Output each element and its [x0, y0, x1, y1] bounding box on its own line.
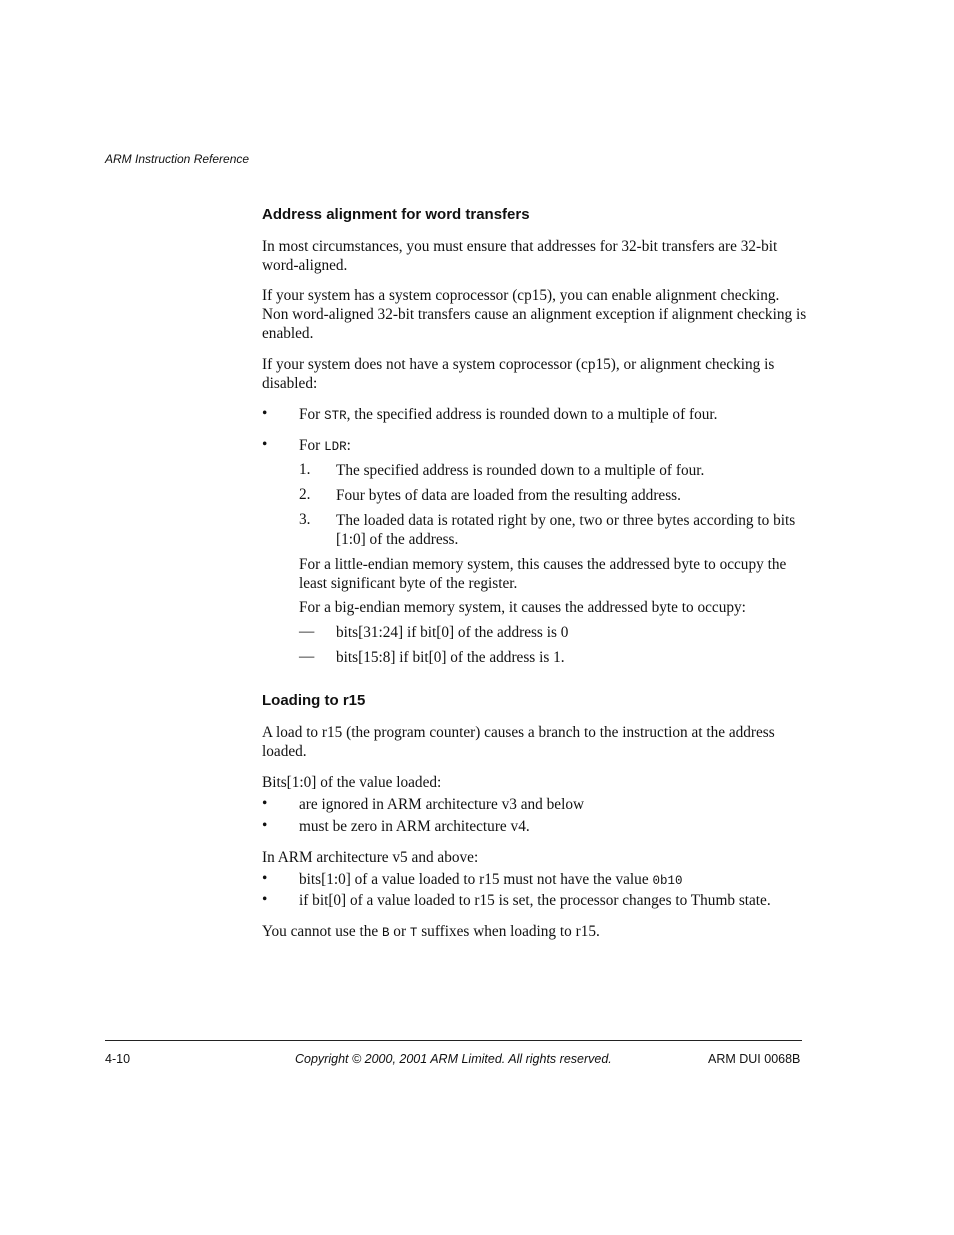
bullet-marker: •	[262, 891, 268, 908]
code-b: B	[381, 926, 390, 940]
bullet-item-str: For STR, the specified address is rounded down to a multiple of four.	[299, 406, 718, 423]
step-number: 3.	[299, 511, 311, 528]
step-text: The specified address is rounded down to a multiple of four.	[336, 462, 705, 479]
paragraph-big-endian: For a big-endian memory system, it causes the addressed byte to occupy:	[299, 599, 746, 616]
list-item: if bit[0] of a value loaded to r15 is set, the processor changes to Thumb state.	[299, 892, 771, 909]
list-item: must be zero in ARM architecture v4.	[299, 818, 530, 835]
list-item: are ignored in ARM architecture v3 and below	[299, 796, 585, 813]
section-heading-alignment: Address alignment for word transfers	[262, 206, 530, 223]
list-item: bits[1:0] of a value loaded to r15 must not have the value 0b10	[299, 871, 683, 888]
dash-marker: —	[299, 623, 315, 640]
code-t: T	[409, 926, 418, 940]
code-ldr: LDR	[324, 440, 347, 454]
paragraph: A load to r15 (the program counter) causes a branch to the instruction at the address loaded.	[262, 724, 775, 760]
bullet-marker: •	[262, 795, 268, 812]
paragraph: If your system has a system coprocessor (cp15), you can enable alignment checking. Non word-aligned 32-bit transfers cause an alignment exception if alignment checking is enabled.	[262, 287, 807, 342]
bullet-marker: •	[262, 405, 268, 422]
bullet-marker: •	[262, 817, 268, 834]
step-text: Four bytes of data are loaded from the resulting address.	[336, 487, 681, 504]
running-header: ARM Instruction Reference	[105, 152, 250, 166]
bullet-marker: •	[262, 436, 268, 453]
section-heading-r15: Loading to r15	[262, 692, 366, 709]
paragraph: If your system does not have a system coprocessor (cp15), or alignment checking is disabled:	[262, 356, 775, 392]
copyright-notice: Copyright © 2000, 2001 ARM Limited. All rights reserved.	[295, 1052, 612, 1066]
step-number: 1.	[299, 461, 311, 478]
paragraph: In most circumstances, you must ensure that addresses for 32-bit transfers are 32-bit word-aligned.	[262, 238, 778, 274]
dash-marker: —	[299, 648, 315, 665]
bullet-item-ldr: For LDR:	[299, 437, 351, 454]
step-number: 2.	[299, 486, 311, 503]
code-str: STR	[324, 409, 347, 423]
bullet-marker: •	[262, 870, 268, 887]
footer-rule	[105, 1040, 802, 1041]
paragraph: Bits[1:0] of the value loaded:	[262, 774, 442, 791]
step-text: The loaded data is rotated right by one, two or three bytes according to bits [1:0] of the address.	[336, 512, 796, 548]
code-0b10: 0b10	[652, 874, 683, 888]
paragraph-last: You cannot use the B or T suffixes when loading to r15.	[262, 923, 600, 940]
paragraph-little-endian: For a little-endian memory system, this causes the addressed byte to occupy the least significant byte of the register.	[299, 556, 787, 592]
dash-item: bits[15:8] if bit[0] of the address is 1.	[336, 649, 565, 666]
page-number: 4-10	[105, 1052, 131, 1066]
dash-item: bits[31:24] if bit[0] of the address is 0	[336, 624, 569, 641]
document-id: ARM DUI 0068B	[708, 1052, 801, 1066]
paragraph: In ARM architecture v5 and above:	[262, 849, 479, 866]
